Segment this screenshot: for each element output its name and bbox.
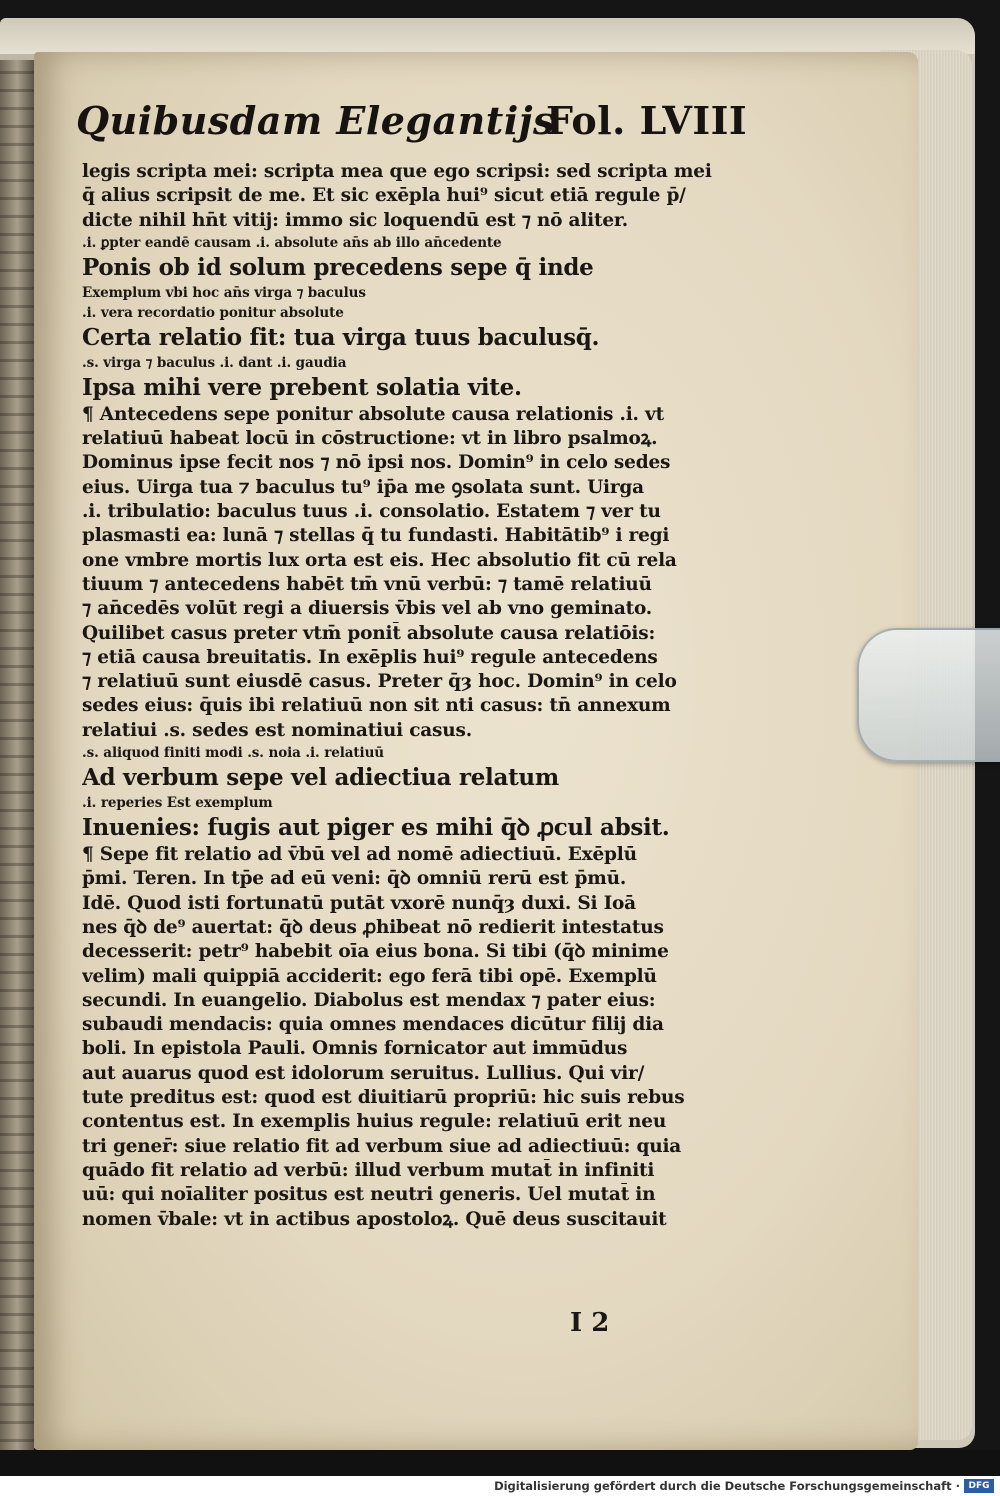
- top-page-fold: [0, 18, 975, 54]
- text-line: quādo fit relatio ad verbū: illud verbum mutat̄ in infiniti: [82, 1159, 655, 1181]
- text-line: one vmbre mortis lux orta est eis. Hec absolutio fit cū rela: [82, 549, 677, 571]
- dfg-logo: DFG: [964, 1479, 994, 1493]
- gloss-line: .i. vera recordatio ponitur absolute: [82, 304, 344, 321]
- text-line: legis scripta mei: scripta mea que ego scripsi: sed scripta mei: [82, 161, 712, 182]
- verse-line: Ad verbum sepe vel adiectiua relatum: [82, 764, 559, 792]
- text-line: sedes eius: q̄uis ibi relatiuū non sit nti casus: tn̄ annexum: [82, 695, 671, 717]
- text-line: q̄ alius scripsit de me. Et sic exēpla hui⁹ sicut etiā regule p̄/: [82, 185, 686, 207]
- gloss-line: .i. reperies Est exemplum: [82, 795, 273, 812]
- running-title: Quibusdam Elegantijs: [76, 98, 555, 143]
- facing-page-strip: [0, 60, 34, 1460]
- text-line: ⁊ an̄cedēs volūt regi a diuersis v̄bis vel ab vno geminato.: [82, 598, 653, 620]
- funding-credit: Digitalisierung gefördert durch die Deutsche Forschungsgemeinschaft ·: [494, 1479, 960, 1493]
- gloss-line: Exemplum vbi hoc an̄s virga ⁊ baculus: [82, 284, 366, 301]
- text-block: [82, 160, 762, 1232]
- text-line: contentus est. In exemplis huius regule: relatiuū erit neu: [82, 1111, 667, 1133]
- verse-line: Certa relatio fit: tua virga tuus baculusq̄.: [82, 323, 600, 351]
- text-line: decesserit: petr⁹ habebit oīa eius bona. Si tibi (q̄ꝺ minime: [82, 941, 669, 963]
- verse-line: Ponis ob id solum precedens sepe q̄ inde: [82, 253, 594, 281]
- gloss-line: .i. ꝑpter eandē causam .i. absolute an̄s ab illo an̄cedente: [82, 234, 502, 251]
- footer-bar: [0, 1476, 1000, 1496]
- text-line: velim) mali quippiā acciderit: ego ferā tibi opē. Exemplū: [82, 965, 657, 987]
- text-line: relatiuū habeat locū in cōstructione: vt in libro psalmoꝝ.: [82, 428, 658, 450]
- running-header: [76, 98, 776, 158]
- text-line: nes q̄ꝺ de⁹ auertat: q̄ꝺ deus ꝓhibeat nō redierit intestatus: [82, 916, 664, 938]
- verse-line: Inuenies: fugis aut piger es mihi q̄ꝺ ꝓcul absit.: [82, 814, 670, 842]
- text-line: tiuum ⁊ antecedens habēt tm̄ vnū verbū: ⁊ tamē relatiuū: [82, 573, 652, 595]
- text-line: uū: qui noīaliter positus est neutri generis. Uel mutat̄ in: [82, 1184, 656, 1206]
- text-line: aut auarus quod est idolorum seruitus. Lullius. Qui vir/: [82, 1062, 645, 1084]
- verse-line: Ipsa mihi vere prebent solatia vite.: [82, 373, 522, 401]
- text-line: secundi. In euangelio. Diabolus est mendax ⁊ pater eius:: [82, 989, 656, 1011]
- text-line: Dominus ipse fecit nos ⁊ nō ipsi nos. Domin⁹ in celo sedes: [82, 452, 671, 474]
- text-line: dicte nihil hn̄t vitij: immo sic loquendū est ⁊ nō aliter.: [82, 209, 629, 231]
- text-line: .i. tribulatio: baculus tuus .i. consolatio. Estatem ⁊ ver tu: [82, 501, 661, 523]
- text-line: tute preditus est: quod est diuitiarū propriū: hic suis rebus: [82, 1087, 685, 1109]
- text-line: ¶ Antecedens sepe ponitur absolute causa relationis .i. vt: [82, 403, 664, 425]
- text-line: p̄mi. Teren. In tp̄e ad eū veni: q̄ꝺ omniū rerū est p̄mū.: [82, 868, 627, 890]
- signature-mark: I 2: [570, 1308, 610, 1338]
- folio-number: Fol. LVIII: [546, 98, 748, 143]
- text-line: nomen v̄bale: vt in actibus apostoloꝝ. Quē deus suscitauit: [82, 1208, 667, 1230]
- text-line: Idē. Quod isti fortunatū putāt vxorē nunq̄ȝ duxi. Si Ioā: [82, 892, 636, 914]
- text-line: tri gener̄: siue relatio fit ad verbum siue ad adiectiuū: quia: [82, 1135, 682, 1157]
- text-line: boli. In epistola Pauli. Omnis fornicator aut immūdus: [82, 1038, 628, 1060]
- text-line: ⁊ relatiuū sunt eiusdē casus. Preter q̄ȝ hoc. Domin⁹ in celo: [82, 671, 677, 693]
- text-line: eius. Uirga tua ⁊ baculus tu⁹ ip̄a me ꝯsolata sunt. Uirga: [82, 476, 644, 498]
- text-line: plasmasti ea: lunā ⁊ stellas q̄ tu fundasti. Habitātib⁹ i regi: [82, 525, 670, 547]
- scan-bottom-margin: [0, 1450, 1000, 1476]
- text-line: Quilibet casus preter vtm̄ ponit̄ absolute causa relatiōis:: [82, 622, 656, 644]
- page-clip: [857, 628, 1000, 762]
- gloss-line: .s. aliquod finiti modi .s. noia .i. relatiuū: [82, 745, 384, 762]
- text-line: ¶ Sepe fit relatio ad v̄bū vel ad nomē adiectiuū. Exēplū: [82, 844, 637, 866]
- gloss-line: .s. virga ⁊ baculus .i. dant .i. gaudia: [82, 354, 347, 371]
- text-line: relatiui .s. sedes est nominatiui casus.: [82, 719, 472, 741]
- text-line: ⁊ etiā causa breuitatis. In exēplis hui⁹ regule antecedens: [82, 646, 658, 668]
- text-line: subaudi mendacis: quia omnes mendaces dicūtur filij dia: [82, 1014, 664, 1036]
